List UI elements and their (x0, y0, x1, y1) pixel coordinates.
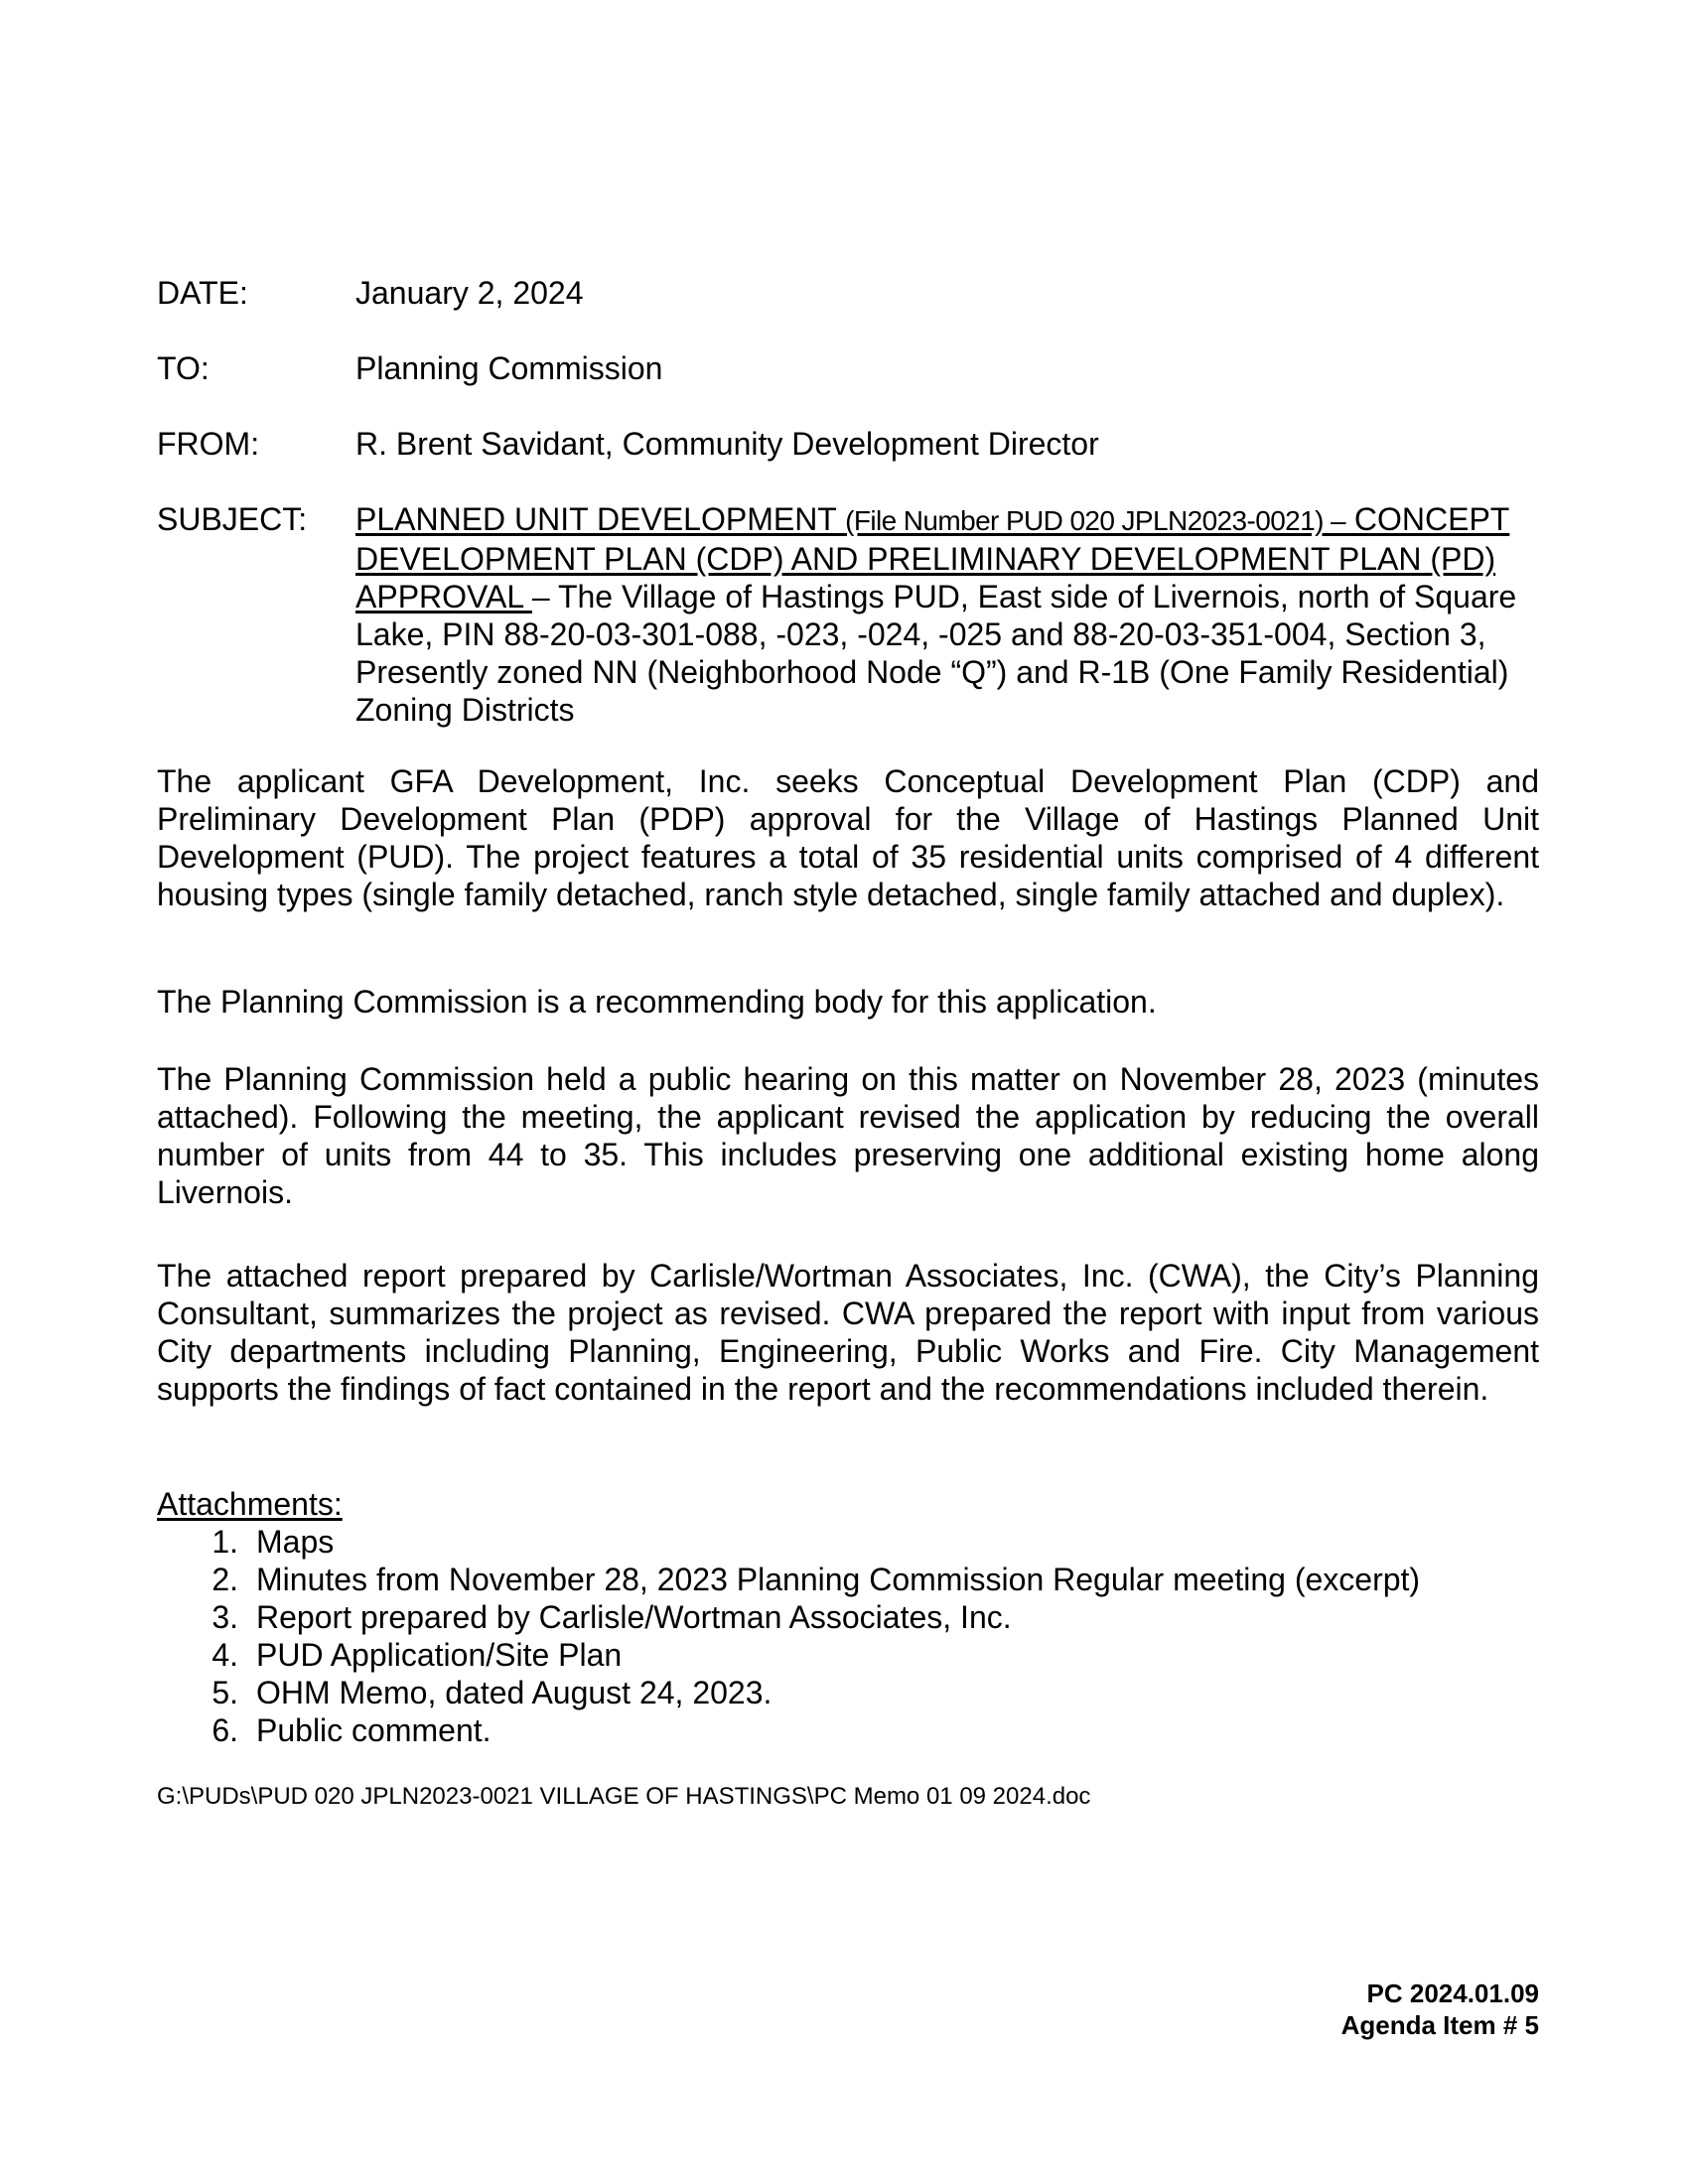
list-item-text: Maps (256, 1524, 335, 1560)
paragraph-recommending-body: The Planning Commission is a recommending body for this application. (157, 984, 1157, 1020)
paragraph-report: The attached report prepared by Carlisle/Wortman Associates, Inc. (CWA), the City’s Planning Consultant, summarizes the project as revised. CWA prepared the report with input from various City departments including Planning, Engineering, Public Works and Fire. City Management supports the findings of fact contained in the report and the recommendations included therein. (157, 1258, 1539, 1407)
file-path: G:\PUDs\PUD 020 JPLN2023-0021 VILLAGE OF HASTINGS\PC Memo 01 09 2024.doc (157, 1783, 1091, 1810)
list-item (157, 1598, 1420, 1636)
list-item-number: 5. (211, 1675, 238, 1710)
subject-row (157, 500, 1539, 729)
to-label: TO: (157, 350, 210, 386)
memo-header (157, 274, 1539, 766)
list-item (157, 1523, 1420, 1561)
list-item (157, 1561, 1420, 1598)
from-row (157, 425, 1539, 463)
attachments-title: Attachments: (157, 1486, 343, 1522)
subject-description: – The Village of Hastings PUD, East side of Livernois, north of Square Lake, PIN 88-20-03-301-088, -023, -024, -025 and 88-20-03-351-004, Section 3, Presently zoned NN (Neighborhood Node “Q”) and R-1B (One Family Residential) Zoning Districts (355, 579, 1517, 728)
from-label: FROM: (157, 426, 260, 462)
from-value: R. Brent Savidant, Community Development Director (355, 426, 1099, 462)
list-item (157, 1636, 1420, 1674)
list-item (157, 1674, 1420, 1711)
list-item-number: 4. (211, 1637, 238, 1673)
list-item-text: OHM Memo, dated August 24, 2023. (256, 1675, 773, 1710)
list-item-text: Report prepared by Carlisle/Wortman Associates, Inc. (256, 1599, 1012, 1635)
subject-title-part-1: PLANNED UNIT DEVELOPMENT (355, 501, 846, 537)
list-item-number: 1. (211, 1524, 238, 1560)
list-item-number: 2. (211, 1562, 238, 1597)
meeting-code: PC 2024.01.09 (1366, 1979, 1539, 2008)
subject-label: SUBJECT: (157, 501, 308, 537)
list-item-text: Public comment. (256, 1712, 492, 1748)
subject-title-part-2: CONCEPT DEVELOPMENT PLAN (CDP) AND PRELIMINARY DEVELOPMENT PLAN (PD) APPROVAL (355, 501, 1510, 614)
to-value: Planning Commission (355, 350, 663, 386)
list-item-number: 6. (211, 1712, 238, 1748)
list-item (157, 1711, 1420, 1749)
date-value: January 2, 2024 (355, 275, 584, 311)
to-row (157, 349, 1539, 387)
subject-value (355, 500, 1539, 729)
paragraph-application: The applicant GFA Development, Inc. seeks Conceptual Development Plan (CDP) and Preliminary Development Plan (PDP) approval for the Village of Hastings Planned Unit Development (PUD). The project features a total of 35 residential units comprised of 4 different housing types (single family detached, ranch style detached, single family attached and duplex). (157, 763, 1539, 912)
list-item-number: 3. (211, 1599, 238, 1635)
agenda-item: Agenda Item # 5 (1340, 2010, 1539, 2040)
paragraph-public-hearing: The Planning Commission held a public hearing on this matter on November 28, 2023 (minutes attached). Following the meeting, the applicant revised the application by reducing the overall number of units from 44 to 35. This includes preserving one additional existing home along Livernois. (157, 1061, 1539, 1210)
list-item-text: PUD Application/Site Plan (256, 1637, 623, 1673)
attachments-list (157, 1523, 1420, 1749)
subject-file-number: (File Number PUD 020 JPLN2023-0021) – (845, 505, 1345, 536)
date-label: DATE: (157, 275, 248, 311)
list-item-text: Minutes from November 28, 2023 Planning Commission Regular meeting (excerpt) (256, 1562, 1421, 1597)
agenda-footer (1341, 1978, 1539, 2041)
date-row (157, 274, 1539, 312)
